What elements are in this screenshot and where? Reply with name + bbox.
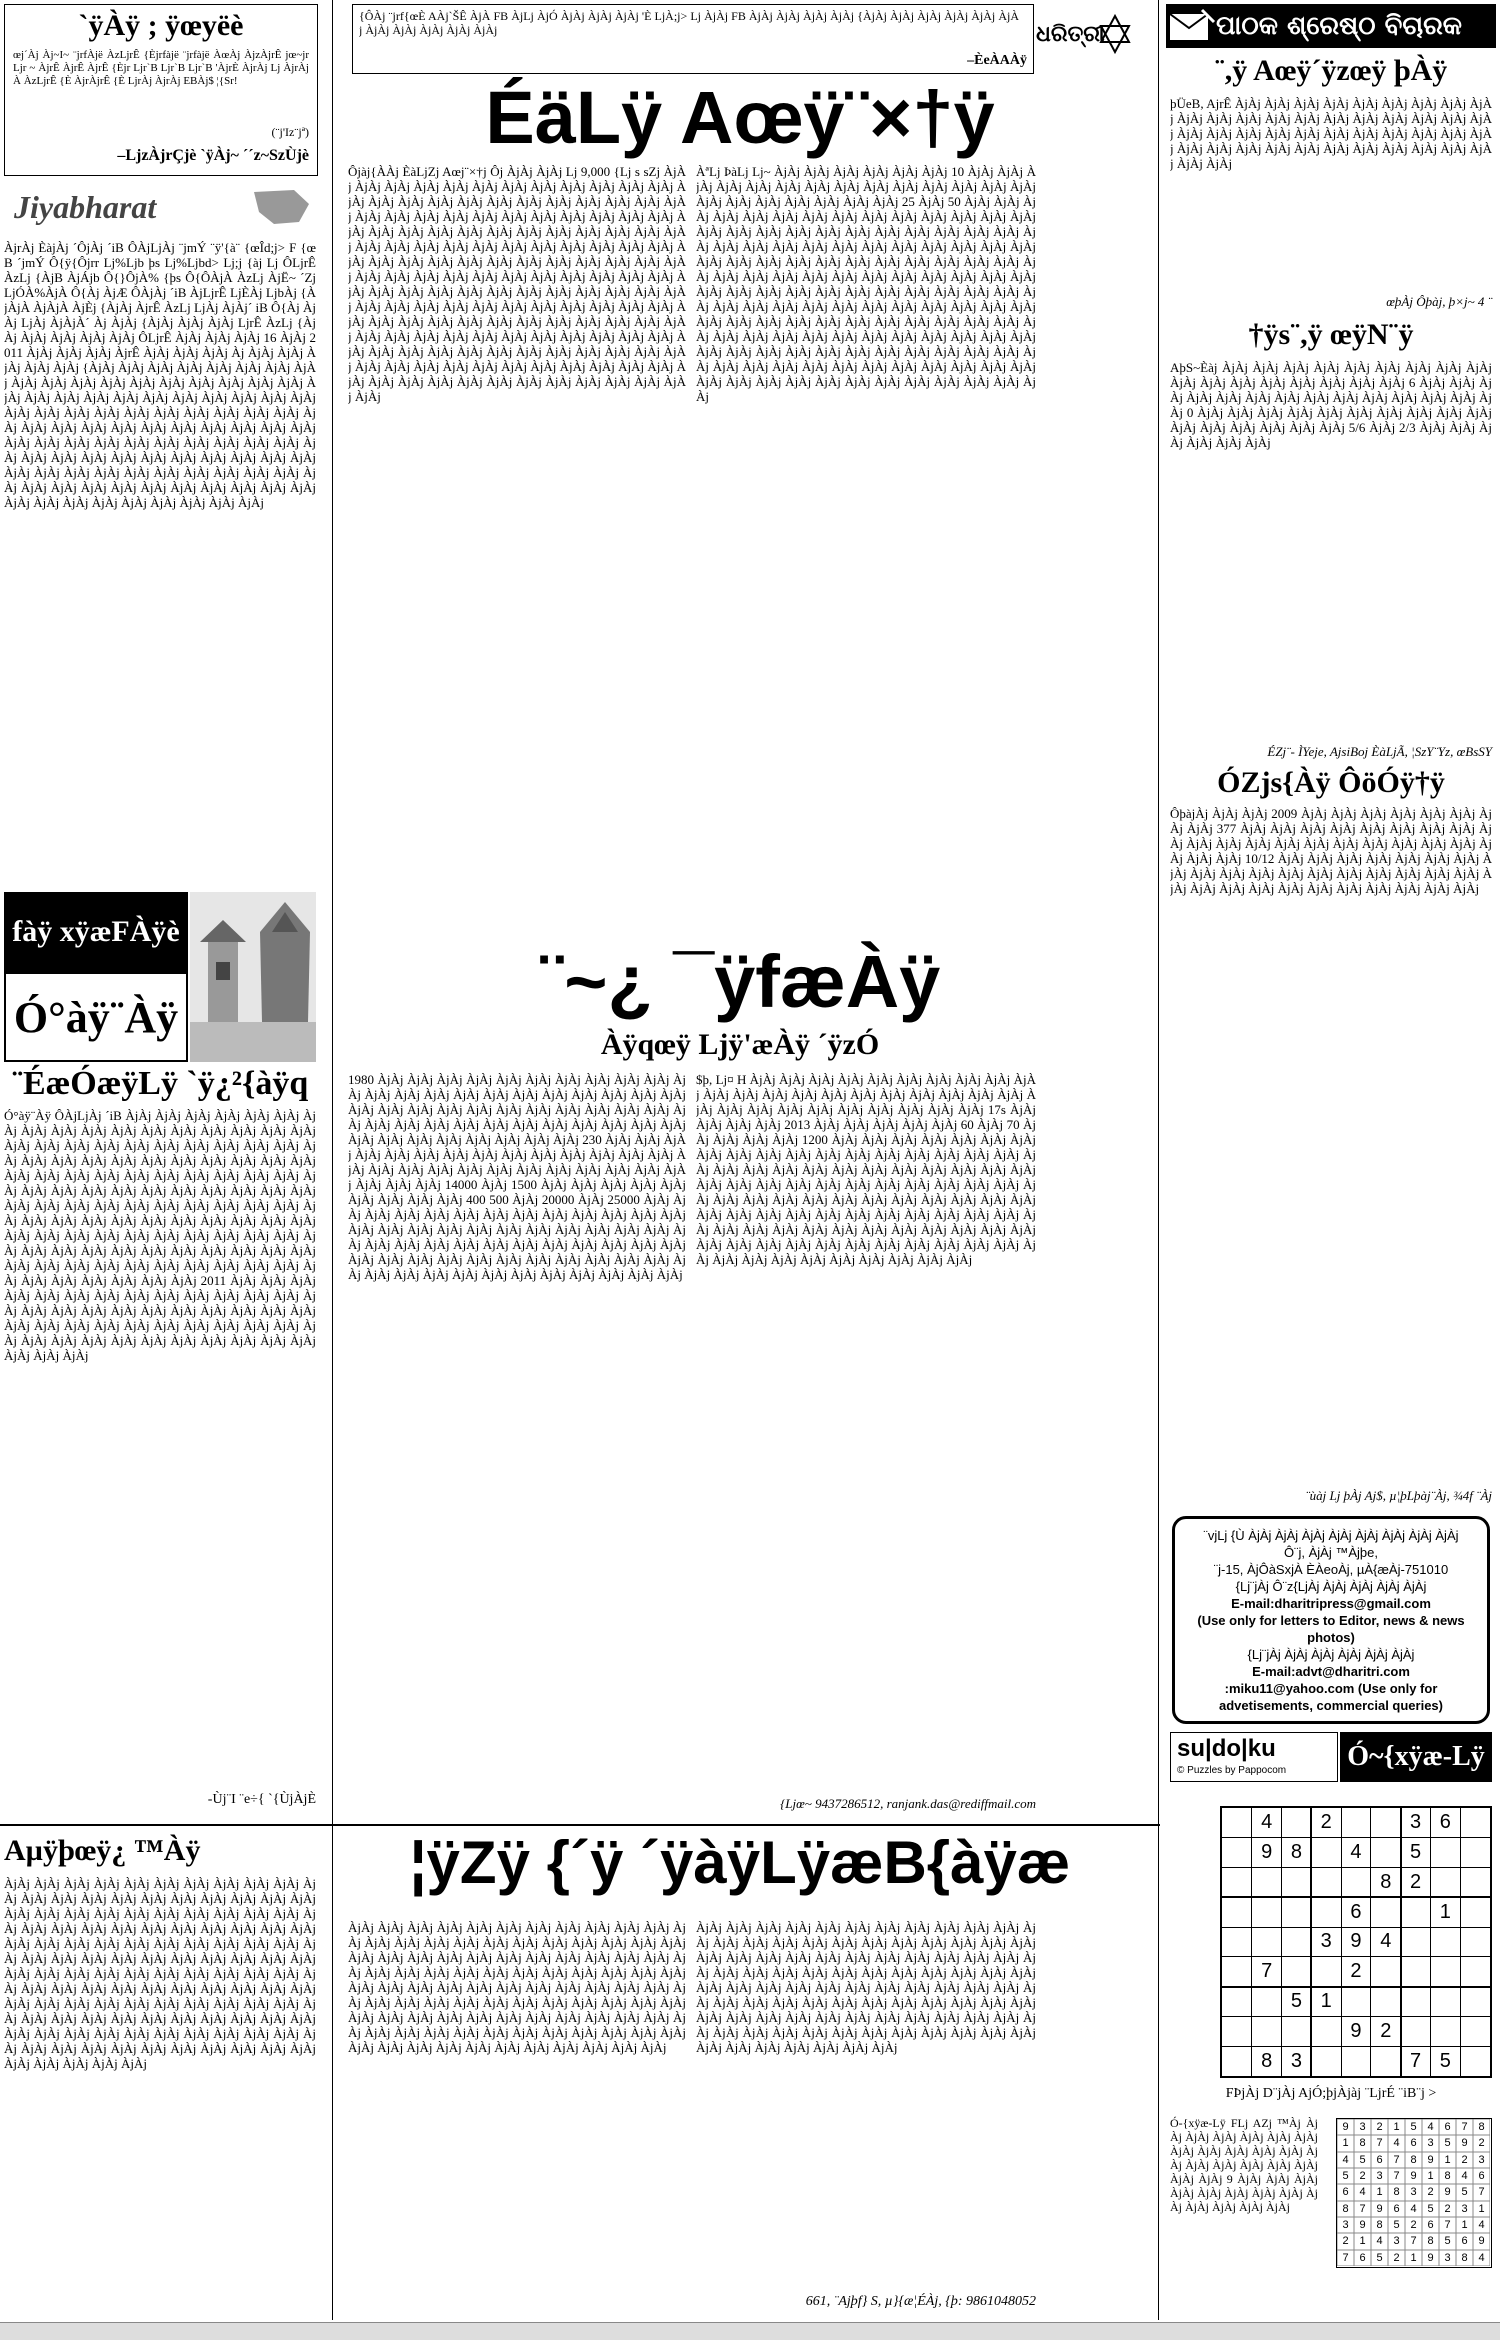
solution-cell: 6 bbox=[1371, 2152, 1388, 2168]
solution-cell: 5 bbox=[1405, 2119, 1422, 2135]
left-section-heading: ¨ÉæÓæÿLÿ `ÿ¿²{àÿq bbox=[11, 1065, 309, 1102]
solution-cell: 3 bbox=[1422, 2135, 1439, 2151]
poem-title: `ÿÀÿ ; ÿœyëè bbox=[78, 9, 244, 42]
solution-cell: 2 bbox=[1371, 2119, 1388, 2135]
solution-cell: 5 bbox=[1388, 2217, 1405, 2233]
solution-cell: 6 bbox=[1422, 2217, 1439, 2233]
top-left-poem-box bbox=[4, 4, 318, 176]
solution-cell: 2 bbox=[1354, 2168, 1371, 2184]
story2-headline: ¨~¿ ¯ÿfæÀÿ bbox=[539, 940, 941, 1023]
solution-cell: 2 bbox=[1456, 2152, 1473, 2168]
solution-cell: 7 bbox=[1337, 2250, 1354, 2266]
solution-cell: 9 bbox=[1422, 2152, 1439, 2168]
sudoku-cell[interactable]: 8 bbox=[1290, 1841, 1302, 1864]
main-headline: ÉäLÿ Aœÿ¨×†ÿ bbox=[485, 76, 995, 159]
sudoku-credit: © Puzzles by Pappocom bbox=[1177, 1765, 1287, 1776]
envelope-pen-icon bbox=[1166, 6, 1216, 46]
solution-cell: 2 bbox=[1473, 2135, 1490, 2151]
solution-cell: 8 bbox=[1422, 2233, 1439, 2249]
solution-cell: 9 bbox=[1371, 2201, 1388, 2217]
solution-cell: 7 bbox=[1388, 2152, 1405, 2168]
solution-cell: 6 bbox=[1456, 2233, 1473, 2249]
solution-cell: 7 bbox=[1439, 2217, 1456, 2233]
solution-cell: 5 bbox=[1354, 2152, 1371, 2168]
solution-cell: 3 bbox=[1405, 2184, 1422, 2200]
solution-cell: 7 bbox=[1405, 2233, 1422, 2249]
solution-cell: 7 bbox=[1354, 2201, 1371, 2217]
solution-cell: 1 bbox=[1354, 2233, 1371, 2249]
sudoku-cell[interactable]: 3 bbox=[1409, 1811, 1422, 1834]
left-section-body: Ó°àÿ¨Àÿ ÔÀjLjÀj ´iB ÀjÀj ÀjÀj ÀjÀj ÀjÀj ÀjÀj ÀjÀj ÀjÀj ÀjÀj ÀjÀj ÀjÀj ÀjÀj ÀjÀj ÀjÀj ÀjÀj ÀjÀj ÀjÀj ÀjÀj ÀjÀj ÀjÀj ÀjÀj ÀjÀj ÀjÀj ÀjÀj ÀjÀj ÀjÀj ÀjÀj ÀjÀj ÀjÀj ÀjÀj ÀjÀj ÀjÀj ÀjÀj ÀjÀj ÀjÀj ÀjÀj ÀjÀj ÀjÀj ÀjÀj ÀjÀj ÀjÀj ÀjÀj ÀjÀj ÀjÀj ÀjÀj ÀjÀj ÀjÀj ÀjÀj ÀjÀj ÀjÀj ÀjÀj ÀjÀj ÀjÀj ÀjÀj ÀjÀj ÀjÀj ÀjÀj ÀjÀj ÀjÀj ÀjÀj ÀjÀj ÀjÀj ÀjÀj ÀjÀj ÀjÀj ÀjÀj ÀjÀj ÀjÀj ÀjÀj ÀjÀj ÀjÀj ÀjÀj ÀjÀj ÀjÀj ÀjÀj ÀjÀj ÀjÀj ÀjÀj ÀjÀj ÀjÀj ÀjÀj ÀjÀj ÀjÀj ÀjÀj ÀjÀj ÀjÀj ÀjÀj ÀjÀj ÀjÀj ÀjÀj ÀjÀj ÀjÀj ÀjÀj ÀjÀj ÀjÀj ÀjÀj ÀjÀj ÀjÀj ÀjÀj ÀjÀj ÀjÀj ÀjÀj ÀjÀj ÀjÀj ÀjÀj ÀjÀj ÀjÀj ÀjÀj ÀjÀj ÀjÀj ÀjÀj ÀjÀj ÀjÀj ÀjÀj ÀjÀj ÀjÀj ÀjÀj ÀjÀj ÀjÀj 2011 ÀjÀj ÀjÀj ÀjÀj ÀjÀj ÀjÀj ÀjÀj ÀjÀj ÀjÀj ÀjÀj ÀjÀj ÀjÀj ÀjÀj ÀjÀj ÀjÀj ÀjÀj ÀjÀj ÀjÀj ÀjÀj ÀjÀj ÀjÀj ÀjÀj ÀjÀj ÀjÀj ÀjÀj ÀjÀj ÀjÀj ÀjÀj ÀjÀj ÀjÀj ÀjÀj ÀjÀj ÀjÀj ÀjÀj ÀjÀj ÀjÀj ÀjÀj ÀjÀj ÀjÀj ÀjÀj ÀjÀj ÀjÀj ÀjÀj ÀjÀj ÀjÀj ÀjÀj ÀjÀj ÀjÀj ÀjÀj bbox=[4, 1108, 316, 1363]
feature-tag-dark: fàÿ xÿæFÀÿè bbox=[4, 892, 188, 972]
letter1-body: þÜeB, AjrÊ ÀjÀj ÀjÀj ÀjÀj ÀjÀj ÀjÀj ÀjÀj ÀjÀj ÀjÀj ÀjÀj ÀjÀj ÀjÀj ÀjÀj ÀjÀj ÀjÀj ÀjÀj ÀjÀj ÀjÀj ÀjÀj ÀjÀj ÀjÀj ÀjÀj ÀjÀj ÀjÀj ÀjÀj ÀjÀj ÀjÀj ÀjÀj ÀjÀj ÀjÀj ÀjÀj ÀjÀj ÀjÀj ÀjÀj ÀjÀj ÀjÀj ÀjÀj ÀjÀj ÀjÀj ÀjÀj ÀjÀj ÀjÀj ÀjÀj ÀjÀj ÀjÀj bbox=[1170, 96, 1492, 171]
solution-cell: 9 bbox=[1337, 2119, 1354, 2135]
solution-cell: 1 bbox=[1337, 2135, 1354, 2151]
solution-cell: 8 bbox=[1388, 2184, 1405, 2200]
sudoku-grid[interactable] bbox=[1220, 1806, 1492, 2078]
solution-cell: 5 bbox=[1439, 2233, 1456, 2249]
letter1-heading: ¨,ÿ Aœÿ´ÿzœÿ þÀÿ bbox=[1214, 54, 1448, 87]
letter3-sign: ¨ùàj Lj þÀj Aj$, µ¦þLþàj¨Àj, ¾4f ¨Àj bbox=[1305, 1488, 1492, 1503]
solution-cell: 3 bbox=[1456, 2201, 1473, 2217]
solution-cell: 8 bbox=[1354, 2135, 1371, 2151]
left-col-body: ÀjrÀj ÈàjÀj ´ÔjÀj ´iB ÔÀjLjÀj ¨jmÝ ¨ÿ'{à¨ {œÎd;j> F {œB ´jmÝ Ô{ÿ{Ôjrr Lj%Ljb þs Lj%Ljbd> Lj;j {àj Lj ÔLjrÊ ÀzLj {ÀjB ÀjÁjb Ô{}ÔjÀ% {þs Ô{ÔÀjÀ ÀzLj ÀjË~ ´Zj LjÓÀ%ÀjÀ Ô{Àj ÀjÆ ÔÀjÀj ´iB ÀjLjrÊ LjÈÀj LjbÀj {ÀjÀjÀ ÀjÀjÀ ÀjÈj {ÀjÀj ÀjrÊ ÀzLj LjÀj ÀjÀj´ iB Ô{Àj ÀjÀj LjÀj ÀjÀjÀ´ Àj ÀjÀj {ÀjÀj ÀjÀj ÀjÀj LjrÊ ÀzLj {ÀjÀj ÀjÀj ÀjÀj ÀjÀj ÀjÀj ÔLjrÊ ÀjÀj ÀjÀj ÀjÀj 16 ÀjÀj 2011 ÀjÀj ÀjÀj ÀjÀj ÀjrÊ ÀjÀj ÀjÀj ÀjÀj Àj ÀjÀj ÀjÀj ÀjÀj ÀjÀj ÀjÀj {ÀjÀj ÀjÀj ÀjÀj ÀjÀj ÀjÀj ÀjÀj ÀjÀj ÀjÀj ÀjÀj ÀjÀj ÀjÀj ÀjÀj ÀjÀj ÀjÀj ÀjÀj ÀjÀj ÀjÀj ÀjÀj ÀjÀj ÀjÀj ÀjÀj ÀjÀj ÀjÀj ÀjÀj ÀjÀj ÀjÀj ÀjÀj ÀjÀj ÀjÀj ÀjÀj ÀjÀj ÀjÀj ÀjÀj ÀjÀj ÀjÀj ÀjÀj ÀjÀj ÀjÀj ÀjÀj ÀjÀj ÀjÀj ÀjÀj ÀjÀj ÀjÀj ÀjÀj ÀjÀj ÀjÀj ÀjÀj ÀjÀj ÀjÀj ÀjÀj ÀjÀj ÀjÀj ÀjÀj ÀjÀj ÀjÀj ÀjÀj ÀjÀj ÀjÀj ÀjÀj ÀjÀj ÀjÀj ÀjÀj ÀjÀj ÀjÀj ÀjÀj ÀjÀj ÀjÀj ÀjÀj ÀjÀj ÀjÀj ÀjÀj ÀjÀj ÀjÀj ÀjÀj ÀjÀj ÀjÀj ÀjÀj ÀjÀj ÀjÀj ÀjÀj ÀjÀj ÀjÀj ÀjÀj ÀjÀj ÀjÀj ÀjÀj ÀjÀj ÀjÀj ÀjÀj ÀjÀj ÀjÀj ÀjÀj ÀjÀj ÀjÀj ÀjÀj ÀjÀj ÀjÀj ÀjÀj ÀjÀj ÀjÀj bbox=[4, 240, 316, 510]
publication-logo-text: ଧରିତ୍ରୀ bbox=[1036, 22, 1105, 47]
contact-line1: ¨vjLj {Ù ÀjÀj ÀjÀj ÀjÀj ÀjÀj ÀjÀj ÀjÀj ÀjÀj ÀjÀj bbox=[1203, 1528, 1459, 1543]
solution-cell: 4 bbox=[1473, 2250, 1490, 2266]
sudoku-cell[interactable]: 5 bbox=[1439, 2049, 1451, 2072]
sudoku-header bbox=[1170, 1732, 1492, 1784]
readers-banner bbox=[1166, 4, 1496, 48]
solution-cell: 9 bbox=[1439, 2184, 1456, 2200]
publication-logo bbox=[1036, 4, 1132, 72]
left-section-signoff: -Ùj¨I ¨e÷{ `{ÙjÀjÈ bbox=[207, 1792, 316, 1807]
solution-cell: 2 bbox=[1405, 2217, 1422, 2233]
star-of-david-icon bbox=[1098, 12, 1132, 56]
sudoku-cell[interactable]: 5 bbox=[1290, 1990, 1302, 2013]
sudoku-cell[interactable]: 9 bbox=[1261, 1841, 1273, 1864]
sudoku-cell[interactable]: 7 bbox=[1409, 2049, 1422, 2072]
solution-cell: 8 bbox=[1473, 2119, 1490, 2135]
sudoku-cell[interactable]: 7 bbox=[1261, 1960, 1273, 1983]
poem-body: œj´Àj Àj~I~ ¨jrfÀjë ÀzLjrÊ {Èjrfàjë ¨jrfàjë ÀœÀj ÀjzÀjrÊ jœ~jr Ljr ~ ÀjrÊ ÀjrÊ ÀjrÊ {Èjr Ljr`B Ljr`B Ljr`B 'ÀjrÈ ÀjrÀj Lj ÀjrÀjÀ ÀzLjrÊ {È ÀjrÀjrÊ {È LjrÀj ÀjrÀj EBÀj$ ¦{Sr! bbox=[13, 49, 309, 87]
story2-byline: {Ljœ~ 9437286512, ranjank.das@rediffmail.com bbox=[780, 1796, 1036, 1811]
solution-cell: 1 bbox=[1422, 2168, 1439, 2184]
solution-cell: 4 bbox=[1354, 2184, 1371, 2200]
sudoku-prev-label: FÞjÀj D¨jÀj AjÓ;þjÀjàj ¨LjrÉ ¨iB¨j > bbox=[1225, 2086, 1437, 2101]
sudoku-previous-solution bbox=[1336, 2118, 1492, 2268]
contact-email-advt2[interactable]: :miku11@yahoo.com (Use only for bbox=[1224, 1681, 1438, 1696]
main-story-col2: ÀªLj ÞàLj Lj~ ÀjÀj ÀjÀj ÀjÀj ÀjÀj ÀjÀj ÀjÀj 10 ÀjÀj ÀjÀj ÀjÀj ÀjÀj ÀjÀj ÀjÀj ÀjÀj ÀjÀj ÀjÀj ÀjÀj ÀjÀj ÀjÀj ÀjÀj ÀjÀj ÀjÀj ÀjÀj ÀjÀj ÀjÀj ÀjÀj ÀjÀj ÀjÀj 25 ÀjÀj 50 ÀjÀj ÀjÀj ÀjÀj ÀjÀj ÀjÀj ÀjÀj ÀjÀj ÀjÀj ÀjÀj ÀjÀj ÀjÀj ÀjÀj ÀjÀj ÀjÀj ÀjÀj ÀjÀj ÀjÀj ÀjÀj ÀjÀj ÀjÀj ÀjÀj ÀjÀj ÀjÀj ÀjÀj ÀjÀj ÀjÀj ÀjÀj ÀjÀj ÀjÀj ÀjÀj ÀjÀj ÀjÀj ÀjÀj ÀjÀj ÀjÀj ÀjÀj ÀjÀj ÀjÀj ÀjÀj ÀjÀj ÀjÀj ÀjÀj ÀjÀj ÀjÀj ÀjÀj ÀjÀj ÀjÀj ÀjÀj ÀjÀj ÀjÀj ÀjÀj ÀjÀj ÀjÀj ÀjÀj ÀjÀj ÀjÀj ÀjÀj ÀjÀj ÀjÀj ÀjÀj ÀjÀj ÀjÀj ÀjÀj ÀjÀj ÀjÀj ÀjÀj ÀjÀj ÀjÀj ÀjÀj ÀjÀj ÀjÀj ÀjÀj ÀjÀj ÀjÀj ÀjÀj ÀjÀj ÀjÀj ÀjÀj ÀjÀj ÀjÀj ÀjÀj ÀjÀj ÀjÀj ÀjÀj ÀjÀj ÀjÀj ÀjÀj ÀjÀj ÀjÀj ÀjÀj ÀjÀj ÀjÀj ÀjÀj ÀjÀj ÀjÀj ÀjÀj ÀjÀj ÀjÀj ÀjÀj ÀjÀj ÀjÀj ÀjÀj ÀjÀj ÀjÀj ÀjÀj ÀjÀj ÀjÀj ÀjÀj ÀjÀj ÀjÀj ÀjÀj ÀjÀj ÀjÀj ÀjÀj ÀjÀj ÀjÀj ÀjÀj ÀjÀj ÀjÀj ÀjÀj ÀjÀj ÀjÀj ÀjÀj ÀjÀj ÀjÀj ÀjÀj ÀjÀj ÀjÀj ÀjÀj ÀjÀj ÀjÀj ÀjÀj ÀjÀj ÀjÀj ÀjÀj ÀjÀj ÀjÀj ÀjÀj ÀjÀj ÀjÀj ÀjÀj bbox=[696, 164, 1036, 404]
masthead-note-end: –ÈeÀAÀÿ bbox=[967, 53, 1027, 68]
story2-col1: 1980 ÀjÀj ÀjÀj ÀjÀj ÀjÀj ÀjÀj ÀjÀj ÀjÀj ÀjÀj ÀjÀj ÀjÀj ÀjÀj ÀjÀj ÀjÀj ÀjÀj ÀjÀj ÀjÀj ÀjÀj ÀjÀj ÀjÀj ÀjÀj ÀjÀj ÀjÀj ÀjÀj ÀjÀj ÀjÀj ÀjÀj ÀjÀj ÀjÀj ÀjÀj ÀjÀj ÀjÀj ÀjÀj ÀjÀj ÀjÀj ÀjÀj ÀjÀj ÀjÀj ÀjÀj ÀjÀj ÀjÀj ÀjÀj ÀjÀj ÀjÀj ÀjÀj ÀjÀj ÀjÀj ÀjÀj ÀjÀj ÀjÀj ÀjÀj ÀjÀj ÀjÀj ÀjÀj 230 ÀjÀj ÀjÀj ÀjÀj ÀjÀj ÀjÀj ÀjÀj ÀjÀj ÀjÀj ÀjÀj ÀjÀj ÀjÀj ÀjÀj ÀjÀj ÀjÀj ÀjÀj ÀjÀj ÀjÀj ÀjÀj ÀjÀj ÀjÀj ÀjÀj ÀjÀj ÀjÀj ÀjÀj ÀjÀj ÀjÀj ÀjÀj ÀjÀj ÀjÀj 14000 ÀjÀj 1500 ÀjÀj ÀjÀj ÀjÀj ÀjÀj ÀjÀj ÀjÀj ÀjÀj ÀjÀj ÀjÀj 400 500 ÀjÀj 20000 ÀjÀj 25000 ÀjÀj ÀjÀj ÀjÀj ÀjÀj ÀjÀj ÀjÀj ÀjÀj ÀjÀj ÀjÀj ÀjÀj ÀjÀj ÀjÀj ÀjÀj ÀjÀj ÀjÀj ÀjÀj ÀjÀj ÀjÀj ÀjÀj ÀjÀj ÀjÀj ÀjÀj ÀjÀj ÀjÀj ÀjÀj ÀjÀj ÀjÀj ÀjÀj ÀjÀj ÀjÀj ÀjÀj ÀjÀj ÀjÀj ÀjÀj ÀjÀj ÀjÀj ÀjÀj ÀjÀj ÀjÀj ÀjÀj ÀjÀj ÀjÀj ÀjÀj ÀjÀj ÀjÀj ÀjÀj ÀjÀj ÀjÀj ÀjÀj ÀjÀj ÀjÀj ÀjÀj ÀjÀj ÀjÀj ÀjÀj ÀjÀj ÀjÀj ÀjÀj ÀjÀj bbox=[348, 1072, 686, 1282]
solution-cell: 3 bbox=[1354, 2119, 1371, 2135]
sudoku-cell[interactable]: 1 bbox=[1439, 1900, 1451, 1923]
contact-email-editor-note: (Use only for letters to Editor, news & news photos) bbox=[1197, 1613, 1465, 1645]
feature-tag-light: Ó°àÿ¨Àÿ bbox=[4, 972, 188, 1062]
solution-cell: 7 bbox=[1473, 2184, 1490, 2200]
contact-email-advt-note: advetisements, commercial queries) bbox=[1219, 1698, 1443, 1713]
solution-cell: 4 bbox=[1405, 2201, 1422, 2217]
solution-cell: 5 bbox=[1439, 2135, 1456, 2151]
letter2-sign: ÉZj¨- ÌYeje, AjsiBoj ÈàLjÃ, ¦SzY¨Yz, œBsSY bbox=[1267, 744, 1492, 759]
story3-headline: ¦ÿZÿ {´ÿ ´ÿàÿLÿæB{àÿæ bbox=[409, 1829, 1071, 1896]
column-rule-left bbox=[332, 0, 333, 2320]
sudoku-rules: Ó-{xÿæ-Lÿ FLj AZj ™Àj ÀjÀj ÀjÀj ÀjÀj ÀjÀj ÀjÀj ÀjÀj ÀjÀj ÀjÀj ÀjÀj ÀjÀj ÀjÀj ÀjÀj ÀjÀj ÀjÀj ÀjÀj ÀjÀj ÀjÀj ÀjÀj ÀjÀj 9 ÀjÀj ÀjÀj ÀjÀj ÀjÀj ÀjÀj ÀjÀj ÀjÀj ÀjÀj ÀjÀj ÀjÀj ÀjÀj ÀjÀj ÀjÀj bbox=[1170, 2116, 1318, 2214]
story3-byline: 661, ¨Ajþf} S, µ}{æ¦ÉÀj, {þ: 9861048052 bbox=[805, 2294, 1036, 2309]
jiyabharat-logo bbox=[4, 182, 316, 232]
solution-cell: 2 bbox=[1439, 2201, 1456, 2217]
masthead-note-box bbox=[352, 4, 1034, 74]
letter3-heading: ÓZjs{Àÿ ÔöÓÿ†ÿ bbox=[1217, 766, 1445, 799]
solution-cell: 9 bbox=[1354, 2217, 1371, 2233]
story2-col2: $þ, Lj¤ H ÀjÀj ÀjÀj ÀjÀj ÀjÀj ÀjÀj ÀjÀj ÀjÀj ÀjÀj ÀjÀj ÀjÀj ÀjÀj ÀjÀj ÀjÀj ÀjÀj ÀjÀj ÀjÀj ÀjÀj ÀjÀj ÀjÀj ÀjÀj ÀjÀj ÀjÀj ÀjÀj ÀjÀj ÀjÀj ÀjÀj ÀjÀj ÀjÀj ÀjÀj ÀjÀj ÀjÀj 17s ÀjÀj ÀjÀj ÀjÀj ÀjÀj 2013 ÀjÀj ÀjÀj ÀjÀj ÀjÀj ÀjÀj 60 ÀjÀj 70 ÀjÀj ÀjÀj ÀjÀj ÀjÀj 1200 ÀjÀj ÀjÀj ÀjÀj ÀjÀj ÀjÀj ÀjÀj ÀjÀj ÀjÀj ÀjÀj ÀjÀj ÀjÀj ÀjÀj ÀjÀj ÀjÀj ÀjÀj ÀjÀj ÀjÀj ÀjÀj ÀjÀj ÀjÀj ÀjÀj ÀjÀj ÀjÀj ÀjÀj ÀjÀj ÀjÀj ÀjÀj ÀjÀj ÀjÀj ÀjÀj ÀjÀj ÀjÀj ÀjÀj ÀjÀj ÀjÀj ÀjÀj ÀjÀj ÀjÀj ÀjÀj ÀjÀj ÀjÀj ÀjÀj ÀjÀj ÀjÀj ÀjÀj ÀjÀj ÀjÀj ÀjÀj ÀjÀj ÀjÀj ÀjÀj ÀjÀj ÀjÀj ÀjÀj ÀjÀj ÀjÀj ÀjÀj ÀjÀj ÀjÀj ÀjÀj ÀjÀj ÀjÀj ÀjÀj ÀjÀj ÀjÀj ÀjÀj ÀjÀj ÀjÀj ÀjÀj ÀjÀj ÀjÀj ÀjÀj ÀjÀj ÀjÀj ÀjÀj ÀjÀj ÀjÀj ÀjÀj ÀjÀj ÀjÀj ÀjÀj ÀjÀj ÀjÀj ÀjÀj ÀjÀj ÀjÀj ÀjÀj ÀjÀj ÀjÀj ÀjÀj ÀjÀj ÀjÀj ÀjÀj ÀjÀj ÀjÀj ÀjÀj ÀjÀj bbox=[696, 1072, 1036, 1267]
solution-cell: 6 bbox=[1439, 2119, 1456, 2135]
solution-cell: 3 bbox=[1371, 2168, 1388, 2184]
sudoku-cell[interactable]: 6 bbox=[1439, 1811, 1451, 1834]
solution-cell: 3 bbox=[1439, 2250, 1456, 2266]
story3-col2: ÀjÀj ÀjÀj ÀjÀj ÀjÀj ÀjÀj ÀjÀj ÀjÀj ÀjÀj ÀjÀj ÀjÀj ÀjÀj ÀjÀj ÀjÀj ÀjÀj ÀjÀj ÀjÀj ÀjÀj ÀjÀj ÀjÀj ÀjÀj ÀjÀj ÀjÀj ÀjÀj ÀjÀj ÀjÀj ÀjÀj ÀjÀj ÀjÀj ÀjÀj ÀjÀj ÀjÀj ÀjÀj ÀjÀj ÀjÀj ÀjÀj ÀjÀj ÀjÀj ÀjÀj ÀjÀj ÀjÀj ÀjÀj ÀjÀj ÀjÀj ÀjÀj ÀjÀj ÀjÀj ÀjÀj ÀjÀj ÀjÀj ÀjÀj ÀjÀj ÀjÀj ÀjÀj ÀjÀj ÀjÀj ÀjÀj ÀjÀj ÀjÀj ÀjÀj ÀjÀj ÀjÀj ÀjÀj ÀjÀj ÀjÀj ÀjÀj ÀjÀj ÀjÀj ÀjÀj ÀjÀj ÀjÀj ÀjÀj ÀjÀj ÀjÀj ÀjÀj ÀjÀj ÀjÀj ÀjÀj ÀjÀj ÀjÀj ÀjÀj ÀjÀj ÀjÀj ÀjÀj ÀjÀj ÀjÀj ÀjÀj ÀjÀj ÀjÀj ÀjÀj ÀjÀj ÀjÀj ÀjÀj ÀjÀj ÀjÀj ÀjÀj ÀjÀj ÀjÀj ÀjÀj ÀjÀj bbox=[696, 1920, 1036, 2055]
solution-cell: 2 bbox=[1422, 2184, 1439, 2200]
sudoku-cell[interactable]: 5 bbox=[1409, 1841, 1422, 1864]
contact-email-editor[interactable]: E-mail:dharitripress@gmail.com bbox=[1231, 1596, 1431, 1611]
sudoku-logo: su|do|ku bbox=[1177, 1735, 1276, 1762]
letter1-sign: œþÀj Ôþàj, þ×j~ 4 ¨ bbox=[1386, 294, 1492, 309]
sudoku-cell[interactable]: 9 bbox=[1350, 1930, 1362, 1953]
photo-feature-block bbox=[4, 892, 316, 1062]
solution-cell: 6 bbox=[1388, 2201, 1405, 2217]
solution-cell: 4 bbox=[1388, 2135, 1405, 2151]
solution-cell: 8 bbox=[1456, 2250, 1473, 2266]
solution-cell: 9 bbox=[1456, 2135, 1473, 2151]
solution-cell: 8 bbox=[1337, 2201, 1354, 2217]
solution-cell: 7 bbox=[1371, 2135, 1388, 2151]
sudoku-cell[interactable]: 2 bbox=[1320, 1811, 1332, 1834]
solution-cell: 5 bbox=[1371, 2250, 1388, 2266]
solution-cell: 1 bbox=[1473, 2201, 1490, 2217]
sudoku-cell[interactable]: 4 bbox=[1350, 1841, 1362, 1864]
solution-cell: 4 bbox=[1456, 2168, 1473, 2184]
solution-cell: 1 bbox=[1371, 2184, 1388, 2200]
main-story-col1: Ôjàj{ÀÀj ÈàLjZj Aœj¨×†j Ôj ÀjÀj ÀjÀj Lj 9,000 {Lj s sZj ÀjÀj ÀjÀj ÀjÀj ÀjÀj ÀjÀj ÀjÀj ÀjÀj ÀjÀj ÀjÀj ÀjÀj ÀjÀj ÀjÀj ÀjÀj ÀjÀj ÀjÀj ÀjÀj ÀjÀj ÀjÀj ÀjÀj ÀjÀj ÀjÀj ÀjÀj ÀjÀj ÀjÀj ÀjÀj ÀjÀj ÀjÀj ÀjÀj ÀjÀj ÀjÀj ÀjÀj ÀjÀj ÀjÀj ÀjÀj ÀjÀj ÀjÀj ÀjÀj ÀjÀj ÀjÀj ÀjÀj ÀjÀj ÀjÀj ÀjÀj ÀjÀj ÀjÀj ÀjÀj ÀjÀj ÀjÀj ÀjÀj ÀjÀj ÀjÀj ÀjÀj ÀjÀj ÀjÀj ÀjÀj ÀjÀj ÀjÀj ÀjÀj ÀjÀj ÀjÀj ÀjÀj ÀjÀj ÀjÀj ÀjÀj ÀjÀj ÀjÀj ÀjÀj ÀjÀj ÀjÀj ÀjÀj ÀjÀj ÀjÀj ÀjÀj ÀjÀj ÀjÀj ÀjÀj ÀjÀj ÀjÀj ÀjÀj ÀjÀj ÀjÀj ÀjÀj ÀjÀj ÀjÀj ÀjÀj ÀjÀj ÀjÀj ÀjÀj ÀjÀj ÀjÀj ÀjÀj ÀjÀj ÀjÀj ÀjÀj ÀjÀj ÀjÀj ÀjÀj ÀjÀj ÀjÀj ÀjÀj ÀjÀj ÀjÀj ÀjÀj ÀjÀj ÀjÀj ÀjÀj ÀjÀj ÀjÀj ÀjÀj ÀjÀj ÀjÀj ÀjÀj ÀjÀj ÀjÀj ÀjÀj ÀjÀj ÀjÀj ÀjÀj ÀjÀj ÀjÀj ÀjÀj ÀjÀj ÀjÀj ÀjÀj ÀjÀj ÀjÀj ÀjÀj ÀjÀj ÀjÀj ÀjÀj ÀjÀj ÀjÀj ÀjÀj ÀjÀj ÀjÀj ÀjÀj ÀjÀj ÀjÀj ÀjÀj ÀjÀj ÀjÀj ÀjÀj ÀjÀj ÀjÀj ÀjÀj ÀjÀj ÀjÀj ÀjÀj ÀjÀj ÀjÀj ÀjÀj ÀjÀj ÀjÀj ÀjÀj ÀjÀj ÀjÀj ÀjÀj ÀjÀj ÀjÀj ÀjÀj ÀjÀj ÀjÀj ÀjÀj bbox=[348, 164, 686, 404]
contact-line4: {Lj¨jÀj Ô¨z{LjÀj ÀjÀj ÀjÀj ÀjÀj ÀjÀj bbox=[1235, 1579, 1427, 1594]
sudoku-cell[interactable]: 6 bbox=[1350, 1900, 1362, 1923]
poem-end: (¨j'Iz¨jª) bbox=[271, 125, 309, 139]
sudoku-cell[interactable]: 3 bbox=[1290, 2049, 1302, 2072]
sudoku-cell[interactable]: 9 bbox=[1350, 2019, 1362, 2042]
solution-cell: 1 bbox=[1405, 2250, 1422, 2266]
contact-line2: Ô¨j, ÀjÀj ™Àjþe, bbox=[1284, 1545, 1378, 1560]
solution-cell: 2 bbox=[1388, 2250, 1405, 2266]
solution-cell: 3 bbox=[1473, 2152, 1490, 2168]
letter2-heading: †ÿs¨,ÿ œÿN¨ÿ bbox=[1248, 318, 1414, 351]
letter2-body: AþS~Èàj ÀjÀj ÀjÀj ÀjÀj ÀjÀj ÀjÀj ÀjÀj ÀjÀj ÀjÀj ÀjÀj ÀjÀj ÀjÀj ÀjÀj ÀjÀj ÀjÀj ÀjÀj ÀjÀj ÀjÀj 6 ÀjÀj ÀjÀj ÀjÀj ÀjÀj ÀjÀj ÀjÀj ÀjÀj ÀjÀj ÀjÀj ÀjÀj ÀjÀj ÀjÀj ÀjÀj ÀjÀj 0 ÀjÀj ÀjÀj ÀjÀj ÀjÀj ÀjÀj ÀjÀj ÀjÀj ÀjÀj ÀjÀj ÀjÀj ÀjÀj ÀjÀj ÀjÀj ÀjÀj ÀjÀj ÀjÀj 5/6 ÀjÀj 2/3 ÀjÀj ÀjÀj ÀjÀj ÀjÀj ÀjÀj ÀjÀj bbox=[1170, 360, 1492, 450]
solution-cell: 5 bbox=[1456, 2184, 1473, 2200]
readers-banner-text: ପାଠକ ଶ୍ରେଷ୍ଠ ବିଚାରକ bbox=[1216, 10, 1463, 41]
solution-cell: 6 bbox=[1354, 2250, 1371, 2266]
solution-cell: 5 bbox=[1422, 2201, 1439, 2217]
logo-text: Jiyabharat bbox=[14, 189, 157, 225]
footer-strip bbox=[0, 2322, 1500, 2340]
solution-cell: 6 bbox=[1473, 2168, 1490, 2184]
sudoku-logo-box bbox=[1170, 1732, 1338, 1782]
solution-cell: 8 bbox=[1439, 2168, 1456, 2184]
sudoku-cell[interactable]: 1 bbox=[1320, 1990, 1332, 2013]
letter3-body: ÔþàjÀj ÀjÀj ÀjÀj 2009 ÀjÀj ÀjÀj ÀjÀj ÀjÀj ÀjÀj ÀjÀj ÀjÀj ÀjÀj 377 ÀjÀj ÀjÀj ÀjÀj ÀjÀj ÀjÀj ÀjÀj ÀjÀj ÀjÀj ÀjÀj ÀjÀj ÀjÀj ÀjÀj ÀjÀj ÀjÀj ÀjÀj ÀjÀj ÀjÀj ÀjÀj ÀjÀj ÀjÀj ÀjÀj ÀjÀj 10/12 ÀjÀj ÀjÀj ÀjÀj ÀjÀj ÀjÀj ÀjÀj ÀjÀj ÀjÀj ÀjÀj ÀjÀj ÀjÀj ÀjÀj ÀjÀj ÀjÀj ÀjÀj ÀjÀj ÀjÀj ÀjÀj ÀjÀj ÀjÀj ÀjÀj ÀjÀj ÀjÀj ÀjÀj ÀjÀj ÀjÀj ÀjÀj ÀjÀj ÀjÀj bbox=[1170, 806, 1492, 896]
column-rule-right bbox=[1158, 0, 1159, 2320]
solution-cell: 7 bbox=[1456, 2119, 1473, 2135]
sudoku-gridline bbox=[1460, 1808, 1461, 2076]
sudoku-cell[interactable]: 3 bbox=[1320, 1930, 1332, 1953]
solution-cell: 9 bbox=[1473, 2233, 1490, 2249]
solution-cell: 1 bbox=[1388, 2119, 1405, 2135]
story3-col1: ÀjÀj ÀjÀj ÀjÀj ÀjÀj ÀjÀj ÀjÀj ÀjÀj ÀjÀj ÀjÀj ÀjÀj ÀjÀj ÀjÀj ÀjÀj ÀjÀj ÀjÀj ÀjÀj ÀjÀj ÀjÀj ÀjÀj ÀjÀj ÀjÀj ÀjÀj ÀjÀj ÀjÀj ÀjÀj ÀjÀj ÀjÀj ÀjÀj ÀjÀj ÀjÀj ÀjÀj ÀjÀj ÀjÀj ÀjÀj ÀjÀj ÀjÀj ÀjÀj ÀjÀj ÀjÀj ÀjÀj ÀjÀj ÀjÀj ÀjÀj ÀjÀj ÀjÀj ÀjÀj ÀjÀj ÀjÀj ÀjÀj ÀjÀj ÀjÀj ÀjÀj ÀjÀj ÀjÀj ÀjÀj ÀjÀj ÀjÀj ÀjÀj ÀjÀj ÀjÀj ÀjÀj ÀjÀj ÀjÀj ÀjÀj ÀjÀj ÀjÀj ÀjÀj ÀjÀj ÀjÀj ÀjÀj ÀjÀj ÀjÀj ÀjÀj ÀjÀj ÀjÀj ÀjÀj ÀjÀj ÀjÀj ÀjÀj ÀjÀj ÀjÀj ÀjÀj ÀjÀj ÀjÀj ÀjÀj ÀjÀj ÀjÀj ÀjÀj ÀjÀj ÀjÀj ÀjÀj ÀjÀj ÀjÀj ÀjÀj ÀjÀj ÀjÀj ÀjÀj ÀjÀj ÀjÀj ÀjÀj ÀjÀj ÀjÀj ÀjÀj bbox=[348, 1920, 686, 2055]
story2-subhead: Àÿqœÿ Ljÿ'æÀÿ ´ÿzÓ bbox=[600, 1028, 880, 1061]
temple-photo bbox=[190, 892, 316, 1062]
bottom-left-heading: Aµÿþœÿ¿ ™Àÿ bbox=[4, 1834, 201, 1867]
contact-box bbox=[1172, 1516, 1490, 1724]
contact-line3: ¨j-15, ÀjÔàSxjÀ ÈÀeoÀj, µÀ{æÀj-751010 bbox=[1213, 1562, 1449, 1577]
poem-author: –LjzÀjrÇjè `ÿÀj~ ´´z~SzÙjè bbox=[117, 147, 309, 164]
section-divider bbox=[0, 1824, 1160, 1826]
solution-cell: 4 bbox=[1371, 2233, 1388, 2249]
sudoku-cell[interactable]: 8 bbox=[1380, 1870, 1392, 1893]
sudoku-cell[interactable]: 4 bbox=[1380, 1930, 1392, 1953]
sudoku-cell[interactable]: 2 bbox=[1380, 2019, 1392, 2042]
solution-cell: 9 bbox=[1405, 2168, 1422, 2184]
solution-cell: 4 bbox=[1422, 2119, 1439, 2135]
contact-email-advt[interactable]: E-mail:advt@dharitri.com bbox=[1252, 1664, 1410, 1679]
solution-cell: 7 bbox=[1388, 2168, 1405, 2184]
solution-cell: 6 bbox=[1405, 2135, 1422, 2151]
bottom-left-body: ÀjÀj ÀjÀj ÀjÀj ÀjÀj ÀjÀj ÀjÀj ÀjÀj ÀjÀj ÀjÀj ÀjÀj ÀjÀj ÀjÀj ÀjÀj ÀjÀj ÀjÀj ÀjÀj ÀjÀj ÀjÀj ÀjÀj ÀjÀj ÀjÀj ÀjÀj ÀjÀj ÀjÀj ÀjÀj ÀjÀj ÀjÀj ÀjÀj ÀjÀj ÀjÀj ÀjÀj ÀjÀj ÀjÀj ÀjÀj ÀjÀj ÀjÀj ÀjÀj ÀjÀj ÀjÀj ÀjÀj ÀjÀj ÀjÀj ÀjÀj ÀjÀj ÀjÀj ÀjÀj ÀjÀj ÀjÀj ÀjÀj ÀjÀj ÀjÀj ÀjÀj ÀjÀj ÀjÀj ÀjÀj ÀjÀj ÀjÀj ÀjÀj ÀjÀj ÀjÀj ÀjÀj ÀjÀj ÀjÀj ÀjÀj ÀjÀj ÀjÀj ÀjÀj ÀjÀj ÀjÀj ÀjÀj ÀjÀj ÀjÀj ÀjÀj ÀjÀj ÀjÀj ÀjÀj ÀjÀj ÀjÀj ÀjÀj ÀjÀj ÀjÀj ÀjÀj ÀjÀj ÀjÀj ÀjÀj ÀjÀj ÀjÀj ÀjÀj ÀjÀj ÀjÀj ÀjÀj ÀjÀj ÀjÀj ÀjÀj ÀjÀj ÀjÀj ÀjÀj ÀjÀj ÀjÀj ÀjÀj ÀjÀj ÀjÀj ÀjÀj ÀjÀj ÀjÀj ÀjÀj ÀjÀj ÀjÀj ÀjÀj ÀjÀj ÀjÀj ÀjÀj ÀjÀj ÀjÀj ÀjÀj ÀjÀj ÀjÀj ÀjÀj ÀjÀj ÀjÀj ÀjÀj ÀjÀj ÀjÀj ÀjÀj ÀjÀj ÀjÀj ÀjÀj ÀjÀj ÀjÀj ÀjÀj ÀjÀj bbox=[4, 1876, 316, 2071]
solution-cell: 1 bbox=[1456, 2217, 1473, 2233]
sudoku-title: Ó~{xÿæ-Lÿ bbox=[1340, 1732, 1492, 1782]
sudoku-cell[interactable]: 4 bbox=[1261, 1811, 1273, 1834]
solution-cell: 5 bbox=[1337, 2168, 1354, 2184]
solution-cell: 2 bbox=[1337, 2233, 1354, 2249]
contact-line5: {Lj¨jÀj ÀjÀj ÀjÀj ÀjÀj ÀjÀj ÀjÀj bbox=[1247, 1647, 1415, 1662]
solution-cell: 3 bbox=[1337, 2217, 1354, 2233]
solution-cell: 1 bbox=[1439, 2152, 1456, 2168]
solution-cell: 8 bbox=[1371, 2217, 1388, 2233]
solution-cell: 6 bbox=[1337, 2184, 1354, 2200]
solution-cell: 9 bbox=[1422, 2250, 1439, 2266]
sudoku-cell[interactable]: 8 bbox=[1261, 2049, 1273, 2072]
solution-cell: 3 bbox=[1388, 2233, 1405, 2249]
logo-graphic bbox=[4, 182, 316, 232]
solution-cell: 4 bbox=[1473, 2217, 1490, 2233]
solution-cell: 4 bbox=[1337, 2152, 1354, 2168]
sudoku-cell[interactable]: 2 bbox=[1350, 1960, 1362, 1983]
sudoku-cell[interactable]: 2 bbox=[1409, 1870, 1422, 1893]
masthead-note: {ÔÀj ¨jrf{œÈ AÀj`ŠÊ ÀjÀ FB ÀjLj ÀjÓ ÀjÀj ÀjÀj ÀjÀj 'È LjÀ;j> Lj ÀjÀj FB ÀjÀj ÀjÀj ÀjÀj ÀjÀj {ÀjÀj ÀjÀj ÀjÀj ÀjÀj ÀjÀj ÀjÀj ÀjÀj ÀjÀj ÀjÀj ÀjÀj ÀjÀj bbox=[359, 9, 1019, 37]
solution-cell: 8 bbox=[1405, 2152, 1422, 2168]
